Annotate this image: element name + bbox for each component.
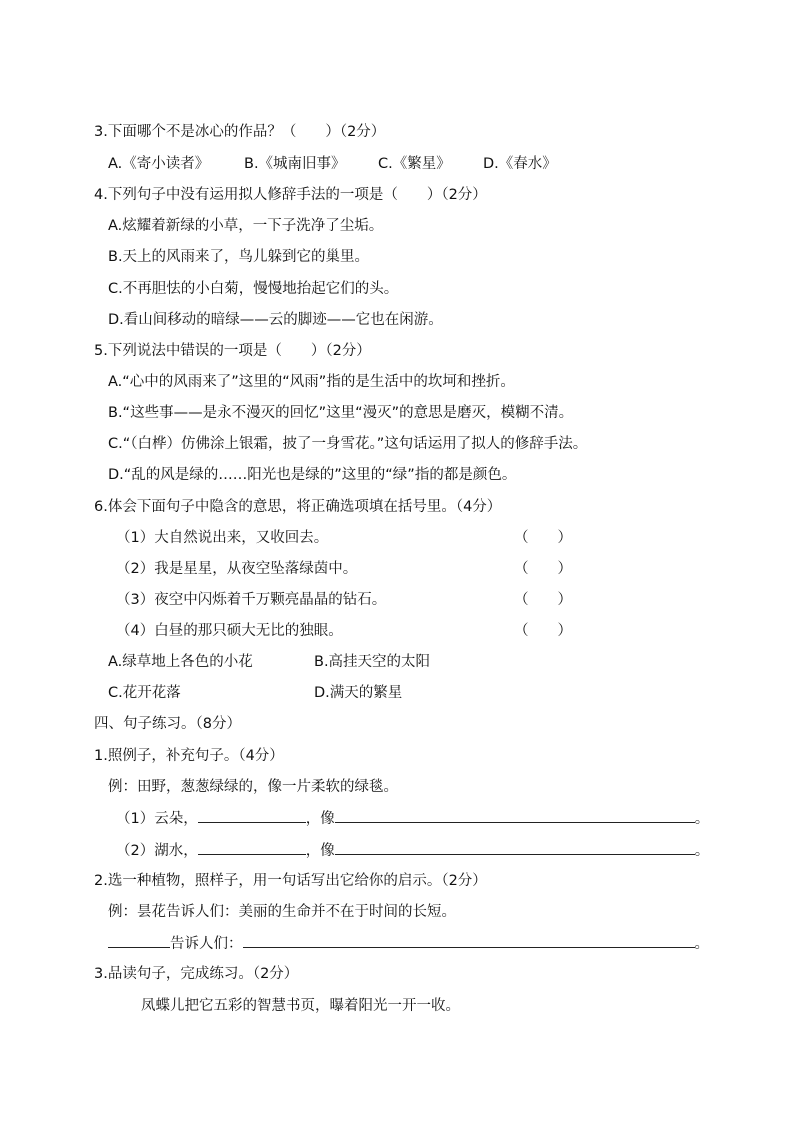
s4-q2-plant-blank[interactable] (108, 933, 170, 948)
q6-choice-a: A.绿草地上各色的小花 (108, 654, 253, 670)
s4-q2-example: 例：昙花告诉人们：美丽的生命并不在于时间的长短。 (108, 904, 456, 920)
s4-q1-stem: 1.照例子，补充句子。（4分） (94, 748, 284, 764)
s4-q1-line1-period: 。 (694, 811, 710, 827)
q4-stem: 4.下列句子中没有运用拟人修辞手法的一项是（ ）（2分） (94, 187, 487, 203)
s4-q1-line1-blank1[interactable] (198, 808, 306, 823)
q6-choice-b: B.高挂天空的太阳 (314, 654, 431, 670)
s4-q1-line1 (116, 808, 709, 829)
s4-q1-line2-blank1[interactable] (198, 840, 306, 855)
q5-option-d: D.“乱的风是绿的……阳光也是绿的”这里的“绿”指的都是颜色。 (108, 467, 517, 483)
s4-q2-stem: 2.选一种植物，照样子，用一句话写出它给你的启示。（2分） (94, 873, 487, 889)
section4-title: 四、句子练习。（8分） (94, 716, 241, 732)
q6-item-1: （1）大自然说出来，又收回去。 (116, 530, 329, 546)
q6-answer-paren-4[interactable]: （ ） (514, 623, 572, 639)
q6-stem: 6.体会下面句子中隐含的意思，将正确选项填在括号里。（4分） (94, 499, 502, 515)
q6-answer-paren-3[interactable]: （ ） (514, 592, 572, 608)
q5-option-c: C.“（白桦）仿佛涂上银霜，披了一身雪花。”这句话运用了拟人的修辞手法。 (108, 436, 588, 452)
q6-item-4: （4）白昼的那只硕大无比的独眼。 (116, 623, 343, 639)
s4-q3-sentence: 凤蝶儿把它五彩的智慧书页，曝着阳光一开一收。 (141, 998, 460, 1014)
q3-option-a: A.《寄小读者》 (108, 156, 210, 172)
q6-choice-d: D.满天的繁星 (314, 685, 403, 701)
s4-q2-fill-line (108, 933, 709, 954)
s4-q1-line2-period: 。 (694, 843, 710, 859)
q4-option-d: D.看山间移动的暗绿——云的脚迹——它也在闲游。 (108, 312, 443, 328)
q6-answer-paren-2[interactable]: （ ） (514, 561, 572, 577)
q6-item-2: （2）我是星星，从夜空坠落绿茵中。 (116, 561, 358, 577)
q4-option-b: B.天上的风雨来了，鸟儿躲到它的巢里。 (108, 249, 370, 265)
q5-stem: 5.下列说法中错误的一项是（ ）（2分） (94, 343, 371, 359)
s4-q1-line2-prefix: （2）湖水， (116, 843, 198, 859)
q5-option-a: A.“心中的风雨来了”这里的“风雨”指的是生活中的坎坷和挫折。 (108, 374, 515, 390)
s4-q1-line2-blank2[interactable] (335, 840, 695, 855)
q5-option-b: B.“这些事——是永不漫灭的回忆”这里“漫灭”的意思是磨灭，模糊不清。 (108, 405, 574, 421)
s4-q2-period: 。 (694, 936, 709, 952)
q3-option-c: C.《繁星》 (378, 156, 451, 172)
s4-q3-stem: 3.品读句子，完成练习。（2分） (94, 966, 299, 982)
q6-choice-c: C.花开花落 (108, 685, 181, 701)
s4-q1-example: 例：田野，葱葱绿绿的，像一片柔软的绿毯。 (108, 779, 398, 795)
s4-q1-line1-prefix: （1）云朵， (116, 811, 198, 827)
s4-q1-line1-like: ，像 (305, 811, 335, 827)
q6-item-3: （3）夜空中闪烁着千万颗亮晶晶的钻石。 (116, 592, 387, 608)
s4-q1-line2 (116, 840, 709, 861)
q6-answer-paren-1[interactable]: （ ） (514, 530, 572, 546)
q3-option-b: B.《城南旧事》 (244, 156, 346, 172)
q3-stem: 3.下面哪个不是冰心的作品？（ ）（2分） (94, 124, 386, 140)
s4-q1-line1-blank2[interactable] (335, 808, 695, 823)
s4-q2-fill-mid: 告诉人们： (170, 936, 243, 952)
q4-option-c: C.不再胆怯的小白菊，慢慢地抬起它们的头。 (108, 281, 399, 297)
q4-option-a: A.炫耀着新绿的小草，一下子洗净了尘垢。 (108, 218, 384, 234)
q3-option-d: D.《春水》 (483, 156, 557, 172)
s4-q2-answer-blank[interactable] (243, 933, 695, 948)
s4-q1-line2-like: ，像 (305, 843, 335, 859)
